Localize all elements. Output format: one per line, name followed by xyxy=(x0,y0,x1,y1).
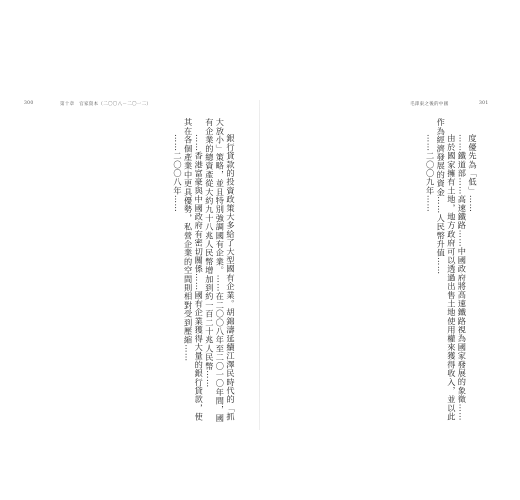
paragraph: ……二〇〇八年…… xyxy=(173,134,184,213)
paragraph: ……香港富豪與中國政府有密切關係……國有企業獲得大量的銀行貸款，使其在各個產業中更具優勢，私營企業的空間則相對受到壓縮…… xyxy=(183,118,205,422)
right-page-body xyxy=(300,118,478,430)
right-page xyxy=(260,0,520,500)
paragraph: ……二〇〇九年…… xyxy=(425,134,436,213)
chapter-header: 第十章 官家資本（二〇〇八－二〇一二） xyxy=(60,102,152,107)
left-page-body xyxy=(58,118,236,430)
paragraph: 由於國家擁有土地，地方政府可以透過出售土地使用權來獲得收入，並以此作為經濟發展的資金……人民幣升值…… xyxy=(436,118,457,422)
page-number-left: 300 xyxy=(24,101,34,106)
running-header: 毛澤東之後的中國 xyxy=(410,102,449,107)
paragraph: 銀行貸款的投資政策大多給了大型國有企業。胡錦濤延續江澤民時代的「抓大放小」策略，並且特別強調國有企業。……在二〇〇八年至二〇一〇年間，國有企業的總資產從大約九十八兆人民幣增加到約一百二十兆人民幣…… xyxy=(204,118,236,423)
page-number-right: 301 xyxy=(479,101,489,106)
paragraph: 度優先為「低」…… xyxy=(468,134,478,213)
paragraph: ……鐵道部……高速鐵路……中國政府將高速鐵路視為國家發展的象徵…… xyxy=(457,134,468,422)
